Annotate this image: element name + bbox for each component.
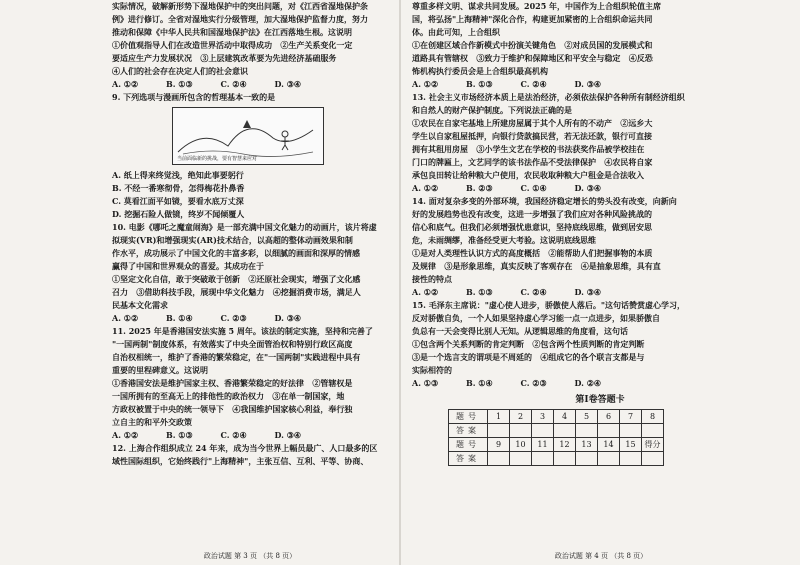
q13-line: 13. 社会主义市场经济本质上是法治经济，必须依法保护各种所有制经济组织 [412,92,685,102]
q14-line: 接性的特点 [412,274,452,284]
card-question-number: 12 [554,438,576,452]
q12-line: 尊重多样文明、谋求共同发展。2025 年，中国作为上合组织轮值主席 [412,1,662,11]
q13-line: 拥有其租用房屋 ③小学生文艺在学校的书法获奖作品被学校挂在 [412,144,645,154]
q13-line: ①农民在自家宅基地上所建房屋属于其个人所有的不动产 ②远乡大 [412,118,653,128]
page-divider [399,0,401,565]
q14-options: A. ①② B. ①③ C. ②④ D. ③④ [412,287,602,297]
answer-cell[interactable] [576,452,598,466]
page-3 [0,0,398,565]
card-row-head: 答案 [449,424,488,438]
q10-line: 赢得了中国和世界观众的喜爱。其成功在于 [112,261,264,271]
q8-line: ④人们的社会存在决定人们的社会意识 [112,66,248,76]
card-question-number: 1 [488,410,510,424]
q15-line: 负总有一天会变得比别人无知。从逻辑思维的角度看，这句话 [412,326,628,336]
q14-line: 好的发展趋势也没有改变，这进一步增强了我们应对各种风险挑战的 [412,209,652,219]
q10-line: ①坚定文化自信，敢于突破敢于创新 ②还原社会现实，增强了文化感 [112,274,361,284]
answer-cell[interactable] [488,424,510,438]
card-question-number: 6 [598,410,620,424]
q9-stem: 9. 下列选项与漫画所包含的哲理基本一致的是 [112,92,276,102]
q8-line: 推动和保障《中华人民共和国湿地保护法》在江西落地生根。这说明 [112,27,352,37]
q9-option-c: C. 莫看江面平如镜，要看水底万丈深 [112,196,244,206]
card-question-number: 11 [532,438,554,452]
q11-line: 11. 2025 年是香港国安法实施 5 周年。该法的制定实施，坚持和完善了 [112,326,373,336]
page-4 [402,0,800,565]
table-row [449,452,664,466]
card-question-number: 14 [598,438,620,452]
q9-option-d: D. 挖掘石险人做镜，终岁不闻倾覆人 [112,209,245,219]
q8-options: A. ①② B. ①③ C. ②④ D. ③④ [112,79,302,89]
q11-line: 重要的里程碑意义。这说明 [112,365,208,375]
q12-line: 域性国际组织，它始终践行"上海精神"，主张互信、互利、平等、协商、 [112,456,369,466]
q11-line: 一国所拥有的至高无上的排他性的政治权力 ③在单一制国家，地 [112,391,345,401]
answer-cell[interactable] [620,424,642,438]
card-question-number: 15 [620,438,642,452]
card-question-number: 10 [510,438,532,452]
q12-line: 国，将弘扬"上海精神"深化合作，构建更加紧密的上合组织命运共同 [412,14,653,24]
q8-line: ①价值观指导人们在改造世界活动中取得成功 ②生产关系变化一定 [112,40,353,50]
table-row [449,424,664,438]
q14-line: 危，未雨绸缪，准备经受更大考验。这说明底线思维 [412,235,596,245]
page-4-text [412,0,788,466]
page-3-text [112,0,388,468]
q12-line: 道路具有管辖权 ③致力于维护和保障地区和平安全与稳定 ④反恐 [412,53,653,63]
q11-line: 方政权被置于中央的统一领导下 ④我国维护国家核心利益，奉行独 [112,404,353,414]
q10-options: A. ①② B. ①④ C. ②③ D. ③④ [112,313,302,323]
q12-line: 12. 上海合作组织成立 24 年来，成为当今世界上幅员最广、人口最多的区 [112,443,378,453]
q13-line: 承包良田转让给种粮大户使用，农民收取种粮大户租金是合法收入 [412,170,644,180]
page-4-footer: 政治试题 第 4 页 （共 8 页） [554,552,648,560]
card-question-number: 4 [554,410,576,424]
q13-line: 和自然人的财产保护制度。下列说法正确的是 [412,105,572,115]
answer-cell[interactable] [532,424,554,438]
card-question-number: 5 [576,410,598,424]
answer-cell[interactable] [620,452,642,466]
answer-cell[interactable] [532,452,554,466]
q9-cartoon [172,107,324,165]
answer-cell[interactable] [488,452,510,466]
q15-line: 反对骄傲自负，一个人如果坚持虚心学习能一点一点进步，如果骄傲自 [412,313,660,323]
score-cell[interactable] [642,452,664,466]
answer-card-title: 第Ⅰ卷答题卡 [575,395,625,405]
q12-options: A. ①② B. ①③ C. ②④ D. ③④ [412,79,602,89]
q8-line: 例》进行修订。全省对湿地实行分级管理，加大湿地保护监督力度，努力 [112,14,368,24]
q11-line: 自治权相统一，维护了香港的繁荣稳定，在"一国两制"实践进程中具有 [112,352,361,362]
q9-option-a: A. 纸上得来终觉浅，绝知此事要躬行 [112,170,244,180]
q10-line: 拟现实(VR)和增强现实(AR)技术结合，以高超的整体动画效果和制 [112,235,353,245]
q12-line: 怖机构执行委员会是上合组织最高机构 [412,66,548,76]
q15-options: A. ①③ B. ①④ C. ②③ D. ②④ [412,378,602,388]
answer-cell[interactable] [576,424,598,438]
q10-line: 民基本文化需求 [112,300,168,310]
card-question-number: 8 [642,410,664,424]
q13-line: 门口的牌匾上，文艺同学的该书法作品不受法律保护 ④农民将自家 [412,157,653,167]
card-question-number: 7 [620,410,642,424]
card-row-head: 题号 [449,438,488,452]
q12-line: 体。由此可知，上合组织 [412,27,500,37]
answer-cell[interactable] [510,424,532,438]
answer-cell[interactable] [554,424,576,438]
card-score-label: 得分 [642,438,664,452]
q14-line: ①是对人类理性认识方式的高度概括 ②能帮助人们把握事物的本质 [412,248,653,258]
q10-line: 召力 ③借助科技手段，展现中华文化魅力 ④挖掘消费市场，满足人 [112,287,361,297]
q15-line: ①包含两个关系判断的肯定判断 ②包含两个性质判断的肯定判断 [412,339,645,349]
q15-line: 实际相符的 [412,365,452,375]
answer-cell[interactable] [554,452,576,466]
card-question-number: 13 [576,438,598,452]
q13-line: 学生以自家租屋抵押，向银行贷款搞民营，若无法还款，银行可直接 [412,131,652,141]
q11-line: 立自主的和平外交政策 [112,417,192,427]
q10-line: 10. 电影《哪吒之魔童闹海》是一部充满中国文化魅力的动画片，该片将虚 [112,222,377,232]
q12-line: ①在创建区域合作新模式中扮演关键角色 ②对成员国的发展模式和 [412,40,653,50]
answer-cell[interactable] [598,424,620,438]
page-3-footer: 政治试题 第 3 页 （共 8 页） [203,552,297,560]
table-row [449,410,664,424]
q15-line: ③是一个选言支的谓项是不周延的 ④组成它的各个联言支都是与 [412,352,645,362]
answer-cell[interactable] [598,452,620,466]
q11-line: ①香港国安法是维护国家主权、香港繁荣稳定的好法律 ②管辖权是 [112,378,353,388]
answer-card-table [448,409,664,466]
q14-line: 及规律 ③是形象思维，真实反映了客观存在 ④是抽象思维，具有直 [412,261,661,271]
q14-line: 14. 面对复杂多变的外部环境，我国经济稳定增长的势头没有改变，向新向 [412,196,677,206]
q14-line: 信心和底气。但我们必须增强忧患意识，坚持底线思维，做到居安思 [412,222,652,232]
cartoon-caption: 当前面临新的挑战，要有智慧来应对 [177,156,258,162]
table-row [449,438,664,452]
q8-line: 要适应生产力发展状况 ③上层建筑改革要为先进经济基础服务 [112,53,337,63]
card-row-head: 答案 [449,452,488,466]
card-question-number: 2 [510,410,532,424]
answer-cell[interactable] [510,452,532,466]
q8-line: 实际情况，破解新形势下湿地保护中的突出问题，对《江西省湿地保护条 [112,1,368,11]
q15-line: 15. 毛泽东主席说："虚心使人进步，骄傲使人落后。"这句话赞赏虚心学习， [412,300,686,310]
q11-options: A. ①② B. ①③ C. ②④ D. ③④ [112,430,302,440]
q11-line: "一国两制"制度体系，有效落实了中央全面管治权和特别行政区高度 [112,339,353,349]
card-question-number: 3 [532,410,554,424]
q10-line: 作水平，成功展示了中国文化的丰富多彩，以细腻的画面和深厚的情感 [112,248,360,258]
answer-cell[interactable] [642,424,664,438]
q9-option-b: B. 不经一番寒彻骨，怎得梅花扑鼻香 [112,183,245,193]
q13-options: A. ①② B. ②③ C. ①④ D. ③④ [412,183,602,193]
card-question-number: 9 [488,438,510,452]
card-row-head: 题号 [449,410,488,424]
